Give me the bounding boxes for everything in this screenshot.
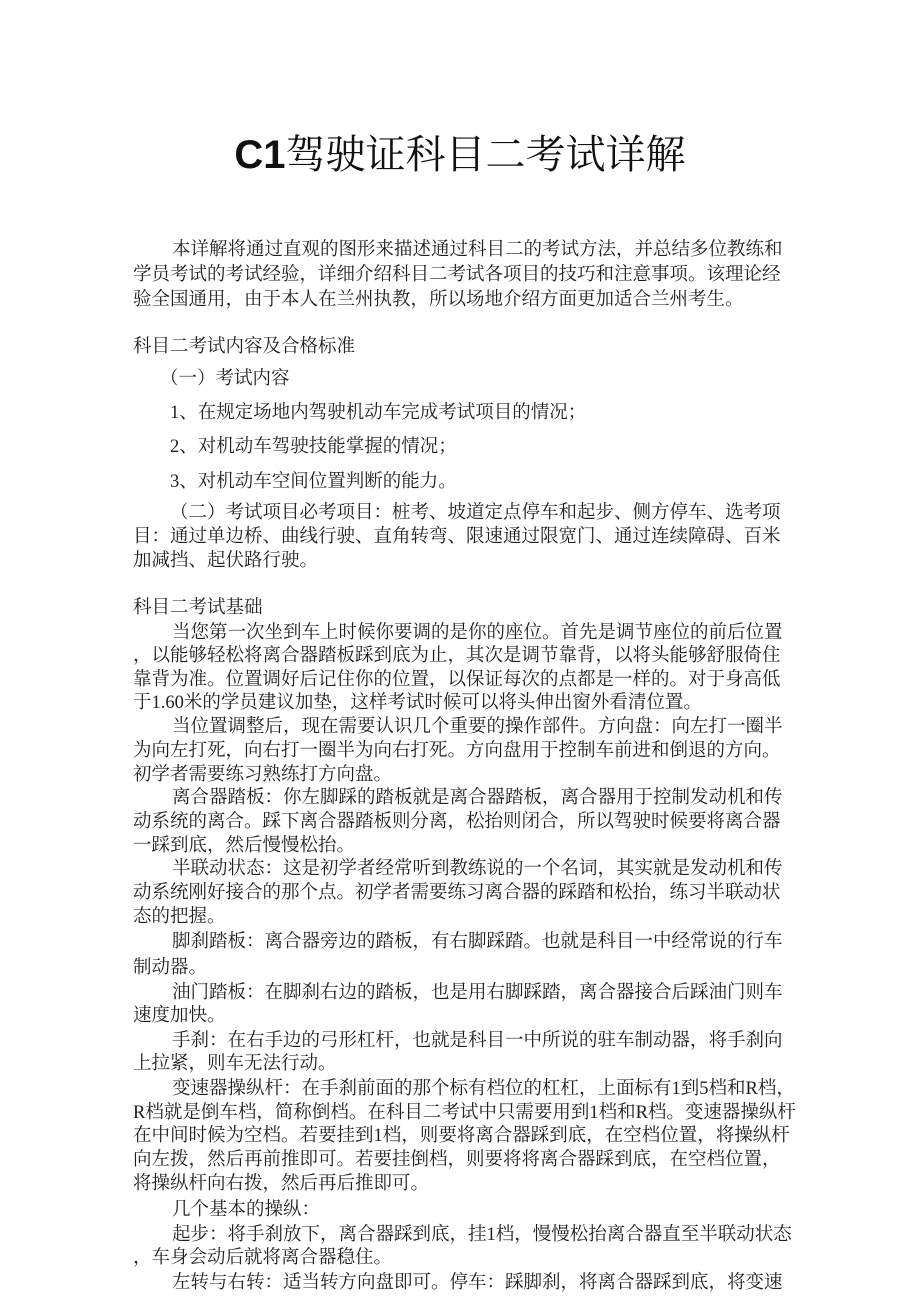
paragraph-line: 于1.60米的学员建议加垫，这样考试时候可以将头伸出窗外看清位置。 (133, 693, 702, 713)
paragraph-line: 速度加快。 (133, 1006, 226, 1026)
paragraph-line: 脚刹踏板：离合器旁边的踏板，有右脚踩踏。也就是科目一中经常说的行车 (172, 932, 783, 952)
subsection-heading: （一）考试内容 (160, 369, 290, 389)
section-heading: 科目二考试基础 (133, 598, 263, 618)
paragraph-line: R档就是倒车档，简称倒档。在科目二考试中只需要用到1档和R档。变速器操纵杆 (133, 1103, 796, 1123)
paragraph-line: 几个基本的操纵： (172, 1200, 321, 1220)
paragraph-line: 态的把握。 (133, 907, 226, 927)
paragraph-line: 手刹：在右手边的弓形杠杆，也就是科目一中所说的驻车制动器，将手刹向 (172, 1031, 783, 1051)
paragraph-line: 左转与右转：适当转方向盘即可。停车：踩脚刹，将离合器踩到底，将变速 (172, 1273, 783, 1293)
paragraph-line: 一踩到底，然后慢慢松抬。 (133, 836, 356, 856)
paragraph-line: 制动器。 (133, 958, 208, 978)
section-heading: 科目二考试内容及合格标准 (133, 337, 356, 357)
paragraph-line: 将操纵杆向右拨，然后再后推即可。 (133, 1174, 430, 1194)
paragraph-line: 动系统刚好接合的那个点。初学者需要练习离合器的踩踏和松抬，练习半联动状 (133, 883, 781, 903)
paragraph-line: （二）考试项目必考项目：桩考、坡道定点停车和起步、侧方停车、选考项 (170, 503, 781, 523)
paragraph-line: 起步：将手刹放下，离合器踩到底，挂1档，慢慢松抬离合器直至半联动状态 (172, 1225, 792, 1245)
list-item: 1、在规定场地内驾驶机动车完成考试项目的情况； (170, 403, 587, 423)
paragraph-line: 验全国通用，由于本人在兰州执教，所以场地介绍方面更加适合兰州考生。 (133, 290, 744, 310)
title-bold-prefix: C1 (234, 133, 286, 177)
paragraph-line: 上拉紧，则车无法行动。 (133, 1054, 337, 1074)
paragraph-line: 动系统的离合。踩下离合器踏板则分离，松抬则闭合，所以驾驶时候要将离合器 (133, 812, 781, 832)
paragraph-line: 变速器操纵杆：在手刹前面的那个标有档位的杠杠，上面标有1到5档和R档， (172, 1079, 795, 1099)
paragraph-line: 当位置调整后，现在需要认识几个重要的操作部件。方向盘：向左打一圈半 (172, 717, 783, 737)
paragraph-line: 靠背为准。位置调好后记住你的位置，以保证每次的点都是一样的。对于身高低 (133, 670, 781, 690)
paragraph-line: 离合器踏板：你左脚踩的踏板就是离合器踏板，离合器用于控制发动机和传 (172, 788, 783, 808)
paragraph-line: 初学者需要练习熟练打方向盘。 (133, 765, 393, 785)
paragraph-line: 加减挡、起伏路行驶。 (133, 551, 319, 571)
paragraph-line: 本详解将通过直观的图形来描述通过科目二的考试方法，并总结多位教练和 (172, 240, 783, 260)
paragraph-line: 目：通过单边桥、曲线行驶、直角转弯、限速通过限宽门、通过连续障碍、百米 (133, 527, 781, 547)
document-title (0, 128, 920, 182)
paragraph-line: 在中间时候为空档。若要挂到1档，则要将离合器踩到底，在空档位置，将操纵杆 (133, 1126, 790, 1146)
paragraph-line: 半联动状态：这是初学者经常听到教练说的一个名词，其实就是发动机和传 (172, 859, 783, 879)
list-item: 2、对机动车驾驶技能掌握的情况； (170, 437, 457, 457)
paragraph-line: 油门踏板：在脚刹右边的踏板，也是用右脚踩踏，离合器接合后踩油门则车 (172, 983, 783, 1003)
paragraph-line: 学员考试的考试经验，详细介绍科目二考试各项目的技巧和注意事项。该理论经 (133, 265, 781, 285)
paragraph-line: ，车身会动后就将离合器稳住。 (133, 1248, 393, 1268)
list-item: 3、对机动车空间位置判断的能力。 (170, 472, 457, 492)
paragraph-line: ，以能够轻松将离合器踏板踩到底为止，其次是调节靠背，以将头能够舒服倚住 (133, 646, 781, 666)
paragraph-line: 当您第一次坐到车上时候你要调的是你的座位。首先是调节座位的前后位置 (172, 623, 783, 643)
title-rest: 驾驶证科目二考试详解 (285, 133, 686, 177)
paragraph-line: 向左拨，然后再前推即可。若要挂倒档，则要将将离合器踩到底，在空档位置， (133, 1150, 781, 1170)
paragraph-line: 为向左打死，向右打一圈半为向右打死。方向盘用于控制车前进和倒退的方向。 (133, 741, 781, 761)
